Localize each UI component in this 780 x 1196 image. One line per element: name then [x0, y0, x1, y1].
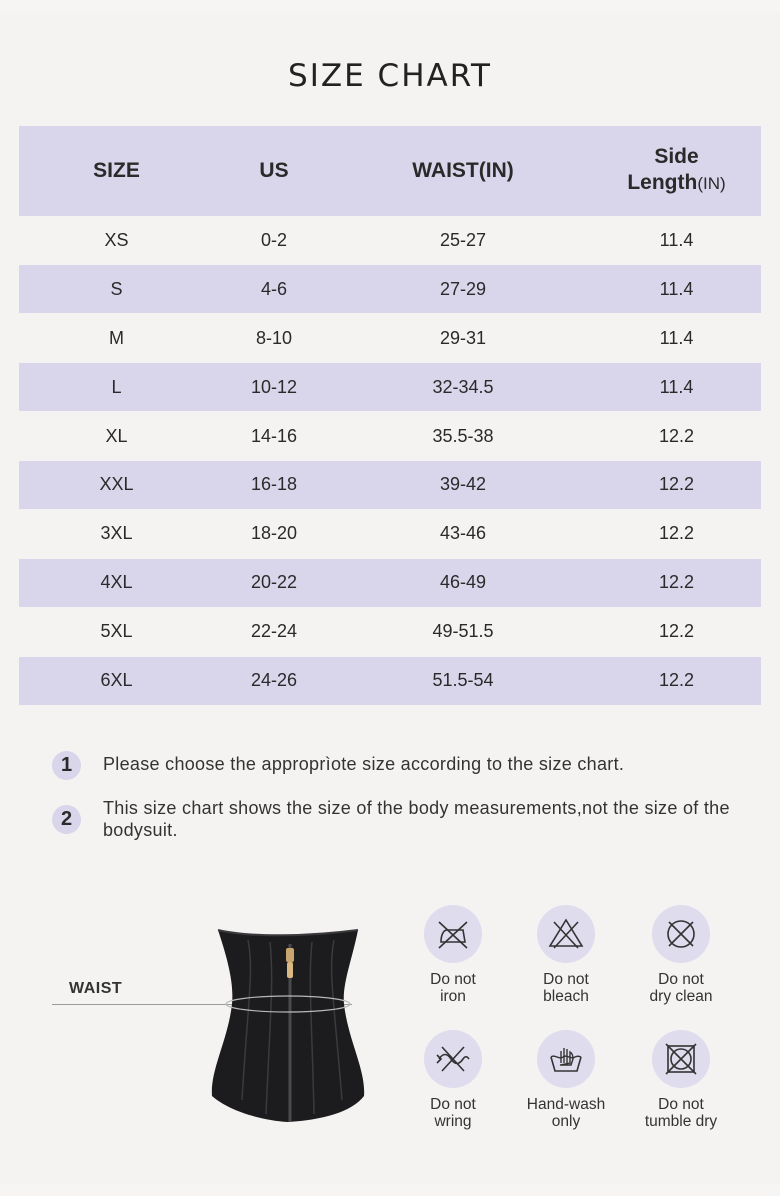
cell-us: 16-18 [214, 460, 334, 509]
header-side-length [592, 126, 761, 216]
do-not-wring-icon [424, 1030, 482, 1088]
table-row [19, 412, 761, 461]
cell-us: 8-10 [214, 314, 334, 363]
cell-size: S [19, 265, 214, 314]
care-label: Do not iron [430, 971, 476, 1005]
cell-waist: 49-51.5 [334, 607, 592, 656]
note-1 [52, 751, 752, 780]
cell-size: 6XL [19, 656, 214, 705]
cell-us: 4-6 [214, 265, 334, 314]
cell-us: 0-2 [214, 216, 334, 265]
care-do-not-iron [398, 905, 508, 1005]
cell-us: 22-24 [214, 607, 334, 656]
waist-label: WAIST [69, 980, 123, 997]
care-label: Do not dry clean [649, 971, 713, 1005]
cell-waist: 29-31 [334, 314, 592, 363]
corset-image [52, 900, 392, 1140]
header-side-unit: (IN) [697, 174, 726, 194]
cell-waist: 39-42 [334, 460, 592, 509]
care-do-not-bleach [511, 905, 621, 1005]
do-not-iron-icon [424, 905, 482, 963]
cell-side-length: 11.4 [592, 265, 761, 314]
care-do-not-tumble-dry [626, 1030, 736, 1130]
cell-side-length: 12.2 [592, 460, 761, 509]
note-number-badge: 2 [52, 805, 81, 834]
do-not-bleach-icon [537, 905, 595, 963]
header-side-bottom: Length [627, 171, 698, 195]
note-number-badge: 1 [52, 751, 81, 780]
cell-waist: 25-27 [334, 216, 592, 265]
table-body [19, 216, 761, 705]
header-side-top: Side [654, 145, 699, 169]
cell-size: XL [19, 412, 214, 461]
cell-waist: 35.5-38 [334, 412, 592, 461]
cell-us: 20-22 [214, 558, 334, 607]
cell-side-length: 11.4 [592, 314, 761, 363]
do-not-dry-clean-icon [652, 905, 710, 963]
header-size: SIZE [19, 126, 214, 216]
table-row [19, 265, 761, 314]
page-title: SIZE CHART [288, 58, 492, 94]
cell-waist: 46-49 [334, 558, 592, 607]
note-text: This size chart shows the size of the body measurements,not the size of the bodysuit. [103, 798, 730, 840]
cell-side-length: 12.2 [592, 656, 761, 705]
cell-side-length: 12.2 [592, 607, 761, 656]
note-2 [52, 797, 752, 841]
cell-size: XXL [19, 460, 214, 509]
table-row [19, 460, 761, 509]
table-row [19, 314, 761, 363]
table-row [19, 509, 761, 558]
table-row [19, 607, 761, 656]
cell-waist: 51.5-54 [334, 656, 592, 705]
cell-waist: 32-34.5 [334, 363, 592, 412]
cell-side-length: 12.2 [592, 558, 761, 607]
care-hand-wash [511, 1030, 621, 1130]
cell-waist: 27-29 [334, 265, 592, 314]
garment-illustration [52, 900, 392, 1140]
care-label: Do not bleach [543, 971, 589, 1005]
table-row [19, 363, 761, 412]
cell-side-length: 12.2 [592, 509, 761, 558]
cell-waist: 43-46 [334, 509, 592, 558]
cell-size: 4XL [19, 558, 214, 607]
care-label: Do not wring [430, 1096, 476, 1130]
cell-us: 10-12 [214, 363, 334, 412]
table-row [19, 216, 761, 265]
size-table [19, 126, 761, 705]
cell-size: M [19, 314, 214, 363]
care-label: Hand-wash only [526, 1096, 606, 1130]
care-do-not-wring [398, 1030, 508, 1130]
table-header-row [19, 126, 761, 216]
cell-size: XS [19, 216, 214, 265]
cell-side-length: 11.4 [592, 216, 761, 265]
table-row [19, 558, 761, 607]
care-do-not-dry-clean [626, 905, 736, 1005]
cell-us: 18-20 [214, 509, 334, 558]
cell-us: 14-16 [214, 412, 334, 461]
do-not-tumble-dry-icon [652, 1030, 710, 1088]
table-row [19, 656, 761, 705]
header-waist: WAIST(IN) [334, 126, 592, 216]
header-us: US [214, 126, 334, 216]
cell-size: 3XL [19, 509, 214, 558]
cell-size: 5XL [19, 607, 214, 656]
cell-side-length: 12.2 [592, 412, 761, 461]
cell-us: 24-26 [214, 656, 334, 705]
cell-size: L [19, 363, 214, 412]
care-label: Do not tumble dry [644, 1096, 718, 1130]
note-text: Please choose the approprìote size according to the size chart. [103, 754, 625, 774]
hand-wash-icon [537, 1030, 595, 1088]
cell-side-length: 11.4 [592, 363, 761, 412]
